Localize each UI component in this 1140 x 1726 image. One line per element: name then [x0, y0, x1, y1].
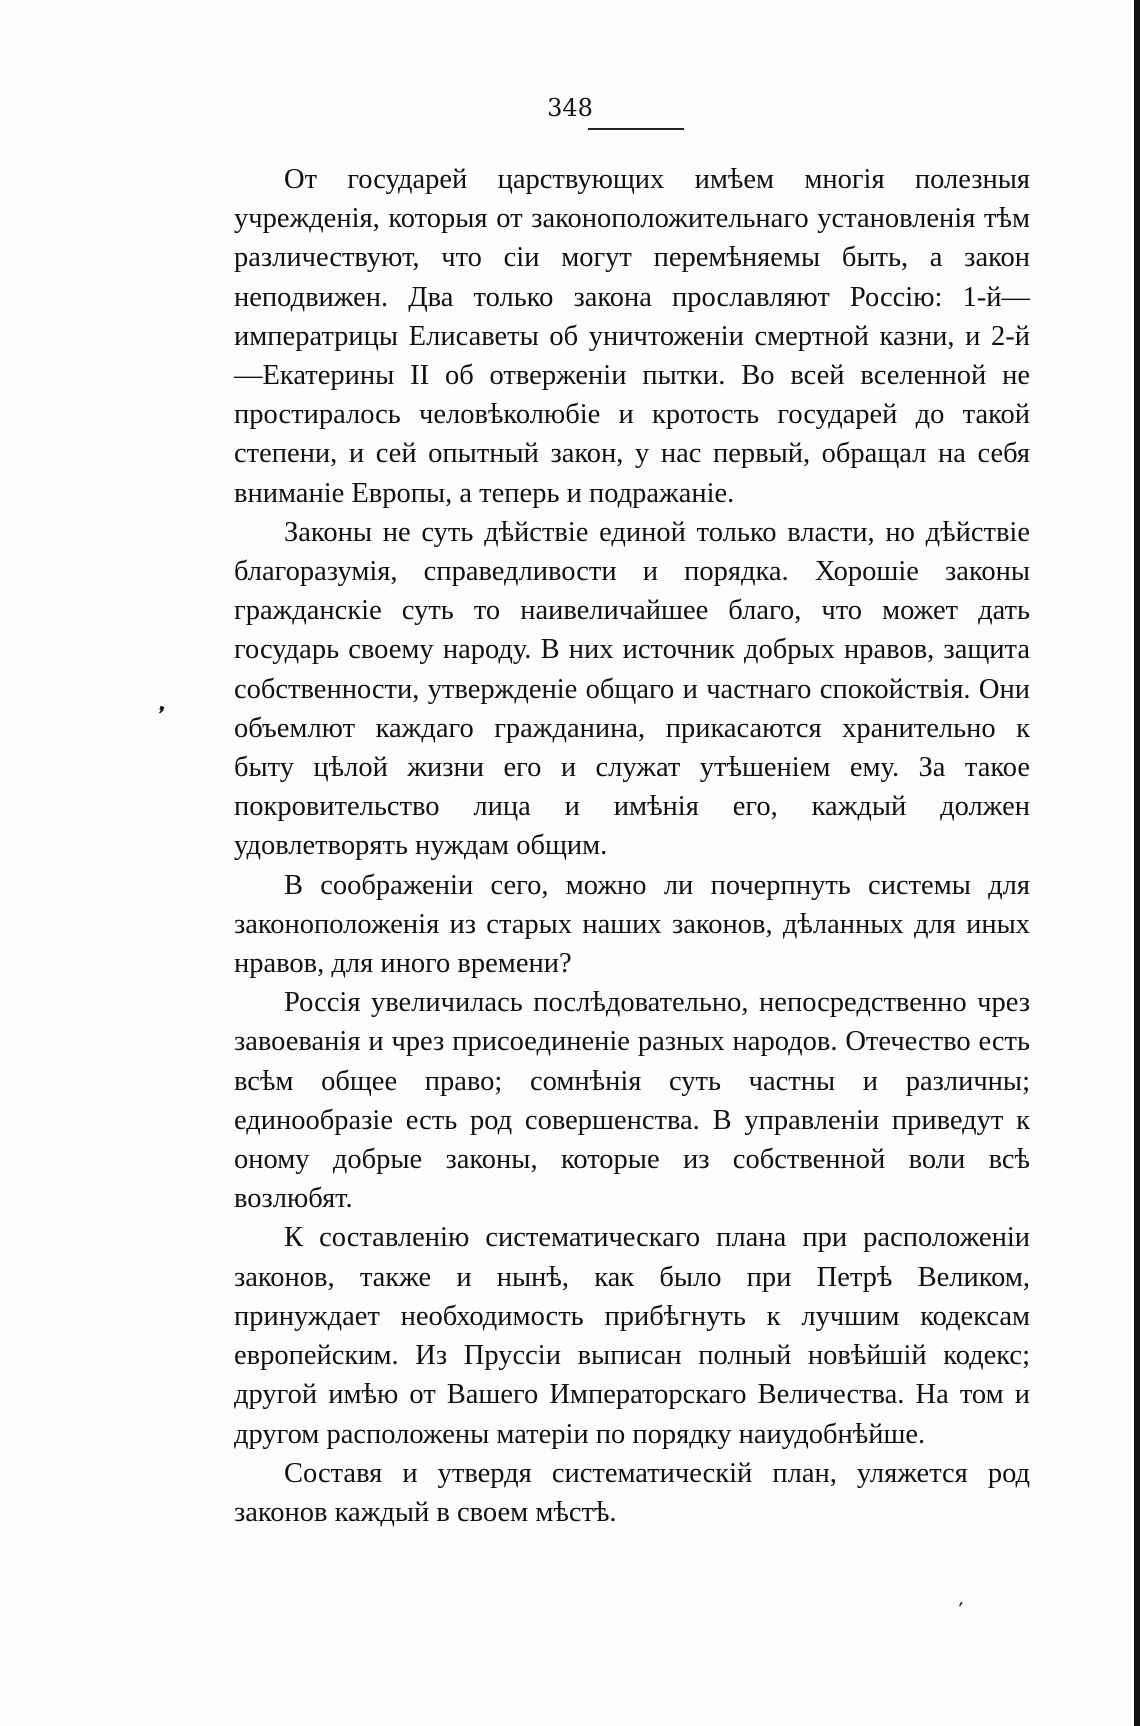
paragraph-2: Законы не суть дѣйствіе единой только власти, но дѣйствіе благоразумія, справедливости и порядка. Хорошіе законы гражданскіе суть то наивеличайшее благо, что может дать государь своему народу. В них источник добрых нравов, защита собственности, утвержденіе общаго и частнаго спокойствія. Они объемлют каждаго гражданина, прикасаются хранительно к быту цѣлой жизни его и служат утѣшеніем ему. За такое покровительство лица и имѣнія его, каждый должен удовлетворять нуждам общим.	[234, 516, 1030, 862]
corner-ink-mark: ʹ	[952, 1599, 965, 1622]
paragraph-4: Россія увеличилась послѣдовательно, непосредственно чрез завоеванія и чрез присоединеніе разных народов. Отечество есть всѣм общее право; сомнѣнія суть частны и различны; единообразіе есть род совершенства. В управленіи приведут к оному добрые законы, которые из собственной воли всѣ возлюбят.	[234, 987, 1030, 1215]
paragraph-6: Составя и утвердя систематическій план, уляжется род законов каждый в своем мѣстѣ.	[234, 1457, 1030, 1528]
page-number: 348	[547, 94, 593, 122]
paragraph-3: В соображеніи сего, можно ли почерпнуть системы для законоположенія из старых наших законов, дѣланных для иных нравов, для иного времени?	[234, 869, 1030, 980]
body-text	[234, 160, 1030, 1532]
page-number-underline	[588, 128, 684, 130]
page-edge-shadow	[1134, 0, 1140, 1726]
margin-ink-mark: ❜	[151, 702, 168, 729]
paragraph-1: От государей царствующих имѣем многія полезныя учрежденія, которыя от законоположительнаго установленія тѣм различествуют, что сіи могут перемѣняемы быть, а закон неподвижен. Два только закона прославляют Россію: 1-й—императрицы Елисаветы об уничтоженіи смертной казни, и 2-й—Екатерины II об отверженіи пытки. Во всей вселенной не простиралось человѣколюбіе и кротость государей до такой степени, и сей опытный закон, у нас первый, обращал на себя вниманіе Европы, а теперь и подражаніе.	[234, 164, 1030, 509]
paragraph-5: К составленію систематическаго плана при расположеніи законов, также и нынѣ, как было при Петрѣ Великом, принуждает необходимость прибѣгнуть к лучшим кодексам европейским. Из Пруссіи выписан полный новѣйшій кодекс; другой имѣю от Вашего Императорскаго Величества. На том и другом расположены матеріи по порядку наиудобнѣйше.	[234, 1222, 1030, 1450]
